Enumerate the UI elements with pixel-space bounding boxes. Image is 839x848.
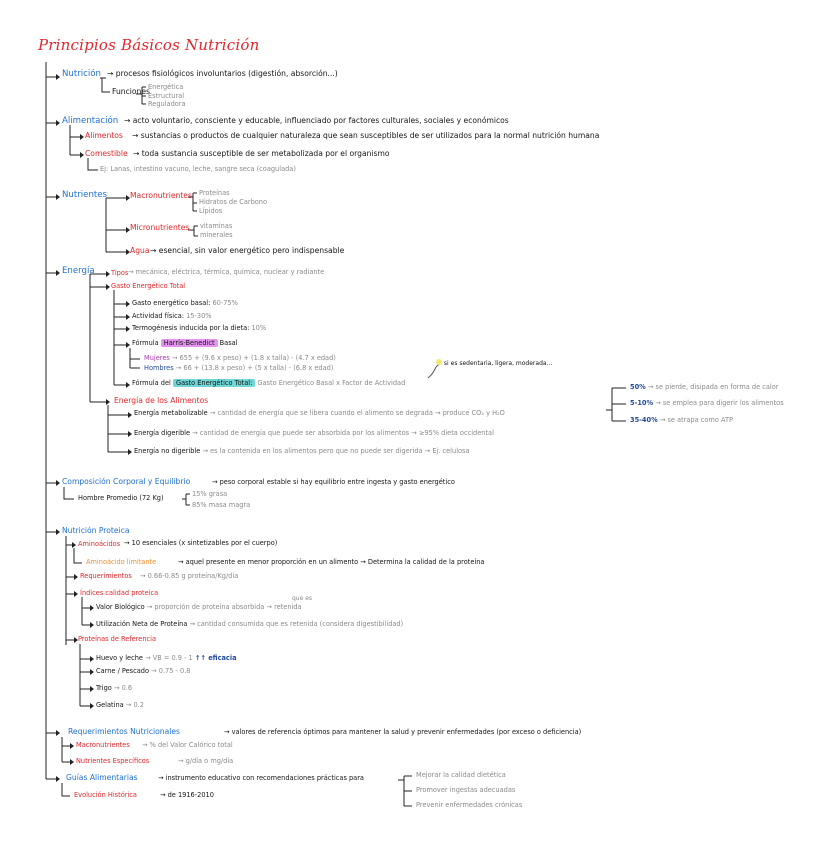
mujeres-formula-text: 655 + (9.6 x peso) + (1.8 x talla) - (4.7 x edad) [179,354,336,362]
macronutrientes-label: Macronutrientes [130,191,192,200]
destino-desc: se pierde, disipada en forma de calor [655,383,779,391]
get-item-label: Gasto energético basal: [132,299,211,307]
referencia-item-label: Gelatina [96,701,124,709]
funciones-label [112,88,150,96]
energia-alimentos-label: Energía de los Alimentos [114,396,209,405]
requerimientos-nutricionales-heading: Requerimientos Nutricionales [68,727,180,736]
hombre-item: 85% masa magra [192,501,251,509]
agua-desc-text: esencial, sin valor energético pero indispensable [158,246,345,255]
no-digerible-ej: Ej. celulosa [432,447,470,455]
get-item [132,300,238,307]
nutricion-heading: Nutrición [62,69,101,79]
utilizacion-row [96,621,403,628]
destino-arrow: → [647,383,654,391]
metabolizable-arrow: → [209,409,216,417]
req-macro-desc: → % del Valor Calórico total [142,741,233,749]
digerible-label: Energía digerible [134,429,191,437]
aminoacidos-desc-text: 10 esenciales (x sintetizables por el cuerpo) [131,539,278,547]
hombres-label: Hombres [144,364,174,372]
referencia-item-label: Carne / Pescado [96,667,150,675]
requerimientos-nutricionales-desc-text: valores de referencia óptimos para mantener la salud y prevenir enfermedades (por exceso o deficiencia) [231,728,582,736]
comestible-desc: → toda sustancia susceptible de ser metabolizada por el organismo [133,149,390,158]
alimentos-desc-text: sustancias o productos de cualquier naturaleza que sean susceptibles de ser utilizados para la normal nutrición humana [140,131,600,140]
guias-desc-text: instrumento educativo con recomendaciones prácticas para [165,774,364,782]
evolucion-label: Evolución Histórica [74,791,137,799]
referencia-arrow: → [125,701,132,709]
formula-get [132,380,405,387]
funcion-item: Estructural [148,92,185,100]
note-marker-icon [436,359,442,365]
destino-desc: se atrapa como ATP [667,416,733,424]
get-item-value: 15-30% [186,312,212,320]
referencia-arrow: → [145,654,151,662]
evolucion-desc-text: de 1916-2010 [167,791,214,799]
formula-get-desc: Gasto Energético Basal x Factor de Actividad [257,379,406,387]
alimentacion-desc-text: acto voluntario, consciente y educable, influenciado por factores culturales, sociales y económicos [132,116,509,125]
destino-desc: se emplea para digerir los alimentos [662,399,784,407]
comestible-label: Comestible [85,149,128,158]
funcion-item: Reguladora [148,100,186,108]
utilizacion-arrow: → [189,620,196,628]
digerible-pct: ≥95% dieta occidental [418,429,494,437]
tipos-desc: → mecánica, eléctrica, térmica, química, nuclear y radiante [128,268,325,276]
formula-get-note [436,359,552,367]
metabolizable-arrow2: → [434,409,441,417]
limitante-result: Determina la calidad de la proteína [367,558,485,566]
referencia-item [96,702,144,709]
comestible-desc-text: toda sustancia susceptible de ser metabolizada por el organismo [141,149,390,158]
valor-arrow: → [146,603,153,611]
guias-item: Mejorar la calidad dietética [416,771,506,779]
hombres-formula [144,365,333,372]
destino-item [630,417,733,424]
guias-item: Prevenir enfermedades crónicas [416,801,523,809]
nutricion-desc: → procesos fisiológicos involuntarios (digestión, absorción...) [107,69,338,78]
agua-label: Agua [130,246,150,255]
utilizacion-label: Utilización Neta de Proteína [96,620,188,628]
evolucion-desc: → de 1916-2010 [160,791,214,799]
guias-desc: → instrumento educativo con recomendaciones prácticas para [158,774,364,782]
aminoacidos-desc: → 10 esenciales (x sintetizables por el cuerpo) [124,539,278,547]
funciones-label-text: Funciones [112,87,150,96]
no-digerible-row [134,448,470,455]
get-item-value: 10% [251,324,267,332]
req-nutrientes-label: Nutrientes Específicos [76,757,150,765]
no-digerible-label: Energía no digerible [134,447,201,455]
hombres-formula-text: 66 + (13.8 x peso) + (5 x talla) - (6.8 x edad) [183,364,334,372]
metabolizable-row [134,410,505,417]
indices-label: Índices calidad proteica [80,589,159,597]
micro-item: minerales [200,231,233,239]
formula-hb [132,340,238,347]
composicion-desc: → peso corporal estable si hay equilibrio entre ingesta y gasto energético [212,478,455,486]
agua-desc: → esencial, sin valor energético pero indispensable [150,246,345,255]
hombres-arrow: → [175,364,182,372]
requerimientos-label: Requerimientos [80,572,132,580]
energia-heading: Energía [62,266,95,276]
metabolizable-desc: cantidad de energía que se libera cuando el alimento se degrada [217,409,433,417]
requerimientos-desc: → 0.66-0.85 g proteína/Kg/día [140,572,239,580]
limitante-label: Aminoácido limitante [86,558,157,566]
destino-item [630,384,779,391]
get-item-label: Actividad física: [132,312,184,320]
valor-arrow2: → [266,603,272,611]
macro-item: Hidratos de Carbono [199,198,268,206]
formula-hb-prefix: Fórmula [132,339,159,347]
get-label: Gasto Energético Total [111,282,186,290]
destino-arrow: → [659,416,666,424]
formula-get-highlight: Gasto Energético Total: [173,379,255,387]
alimentacion-heading: Alimentación [62,116,119,126]
get-item [132,325,266,332]
requerimientos-nutricionales-desc: → valores de referencia óptimos para mantener la salud y prevenir enfermedades (por exceso o deficiencia) [224,728,582,736]
alimentos-label: Alimentos [85,131,123,140]
hombre-promedio-label: Hombre Promedio (72 Kg) [78,494,164,502]
digerible-arrow2: → [411,429,417,437]
no-digerible-arrow: → [202,447,208,455]
mujeres-arrow: → [171,354,178,362]
macro-item: Proteínas [199,189,230,197]
hombre-item: 15% grasa [192,490,228,498]
formula-get-note-text: si es sedentaria, ligera, moderada... [443,360,553,367]
composicion-desc-text: peso corporal estable si hay equilibrio entre ingesta y gasto energético [219,478,455,486]
metabolizable-label: Energía metabolizable [134,409,208,417]
req-macro-desc-text: % del Valor Calórico total [149,741,233,749]
aminoacidos-label: Aminoácidos [78,540,121,548]
referencia-item [96,685,132,692]
referencia-item-value: 0.6 [121,684,133,692]
formula-hb-highlight: Harris-Benedict [161,339,218,347]
alimentacion-desc: → acto voluntario, consciente y educable, influenciado por factores culturales, sociales y económicos [124,116,509,125]
no-digerible-arrow2: → [424,447,431,455]
proteica-heading: Nutrición Proteica [62,526,130,535]
mujeres-label: Mujeres [144,354,170,362]
alimentacion-ejemplo: Ej: Lanas, intestino vacuno, leche, sangre seca (coagulada) [100,165,296,173]
referencia-item-value: VB = 0.9 - 1 [152,654,193,662]
micro-item: vitaminas [200,222,233,230]
digerible-row [134,430,494,437]
get-item [132,313,212,320]
requerimientos-desc-text: 0.66-0.85 g proteína/Kg/día [147,572,239,580]
page-title: Principios Básicos Nutrición [38,36,260,54]
referencia-item-extra: ↑↑ eficacia [194,654,237,662]
get-item-value: 60-75% [212,299,238,307]
micronutrientes-label: Micronutrientes [130,223,190,232]
referencia-item-label: Huevo y leche [96,654,143,662]
valor-biologico-tail: retenida [274,603,302,611]
referencia-arrow: → [151,667,157,675]
valor-biologico-desc: proporción de proteína absorbida [154,603,265,611]
formula-get-prefix: Fórmula del [132,379,171,387]
digerible-arrow: → [192,429,198,437]
tipos-desc-text: mecánica, eléctrica, térmica, química, nuclear y radiante [135,268,325,276]
req-nutrientes-desc-text: g/día o mg/día [185,757,234,765]
nutricion-desc-text: procesos fisiológicos involuntarios (digestión, absorción...) [115,69,338,78]
req-macro-label: Macronutrientes [76,741,130,749]
referencia-item [96,668,191,675]
destino-pct: 35-40% [630,416,658,424]
utilizacion-desc: cantidad consumida que es retenida (considera digestibilidad) [197,620,404,628]
mujeres-formula [144,355,336,362]
referencia-arrow: → [113,684,120,692]
macro-item: Lípidos [199,207,223,215]
get-item-label: Termogénesis inducida por la dieta: [132,324,250,332]
destino-pct: 50% [630,383,646,391]
no-digerible-desc: es la contenida en los alimentos pero que no puede ser digerida [210,447,423,455]
valor-biologico-row [96,604,302,611]
formula-hb-suffix: Basal [219,339,238,347]
referencia-item-value: 0.75 - 0.8 [158,667,191,675]
nutrientes-heading: Nutrientes [62,190,108,200]
destino-item [630,400,784,407]
req-nutrientes-desc: → g/día o mg/día [178,757,234,765]
digerible-desc: cantidad de energía que puede ser absorbida por los alimentos [199,429,410,437]
guias-heading: Guías Alimentarias [66,773,138,782]
limitante-desc-text: aquel presente en menor proporción en un alimento [185,558,359,566]
tipos-label: Tipos [111,269,129,277]
destino-pct: 5-10% [630,399,654,407]
limitante-desc: → aquel presente en menor proporción en un alimento → Determina la calidad de la proteína [178,558,485,566]
funcion-item: Energética [148,83,184,91]
metabolizable-result: produce CO₂ y H₂O [442,409,505,417]
valor-biologico-note: que es [292,595,313,602]
guias-item: Promover ingestas adecuadas [416,786,516,794]
referencia-item [96,655,237,662]
referencia-item-label: Trigo [96,684,112,692]
composicion-heading: Composición Corporal y Equilibrio [62,477,191,486]
referencia-item-value: 0.2 [133,701,144,709]
destino-arrow: → [655,399,661,407]
referencia-label: Proteínas de Referencia [78,635,157,643]
valor-biologico-label: Valor Biológico [96,603,145,611]
alimentos-desc: → sustancias o productos de cualquier naturaleza que sean susceptibles de ser utilizados para la normal nutrición humana [132,131,600,140]
